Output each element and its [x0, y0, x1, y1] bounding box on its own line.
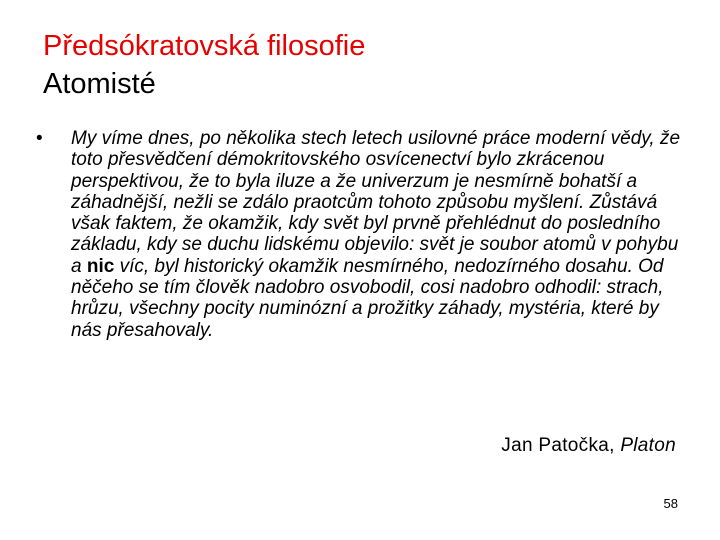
page-number: 58 — [663, 496, 678, 511]
attribution-work: Platon — [620, 435, 676, 456]
quote-text — [71, 128, 680, 341]
slide-title — [43, 27, 365, 103]
slide-content — [36, 128, 696, 341]
slide-title-line1: Předsókratovská filosofie — [43, 30, 366, 62]
bullet-item-quote — [36, 128, 681, 341]
bullet-icon: • — [36, 128, 43, 149]
quote-text-part2: víc, byl historický okamžik nesmírného, nedozírného dosahu. Od něčeho se tím člověk nadobro osvobodil, cosi nadobro odhodil: strach, hrůzu, všechny pocity numinózní a prožitky záhady, mystéria, které by nás přesahovaly. — [71, 255, 664, 341]
quote-attribution — [501, 434, 676, 458]
slide-title-line2: Atomisté — [43, 68, 156, 100]
quote-emphasis: nic — [86, 255, 115, 277]
quote-text-part1: My víme dnes, po několika stech letech usilovné práce moderní vědy, že toto přesvědčení démokritovského osvícenectví bylo zkrácenou perspektivou, že to byla iluze a že univerzum je nesmírně bohatší a záhadnější, nežli se zdálo praotcům tohoto způsobu myšlení. Zůstává však faktem, že okamžik, kdy svět byl prvně přehlédnut do posledního základu, kdy se duchu lidskému objevilo: svět je soubor atomů v pohybu a — [71, 128, 681, 277]
attribution-author: Jan Patočka, — [501, 435, 621, 456]
